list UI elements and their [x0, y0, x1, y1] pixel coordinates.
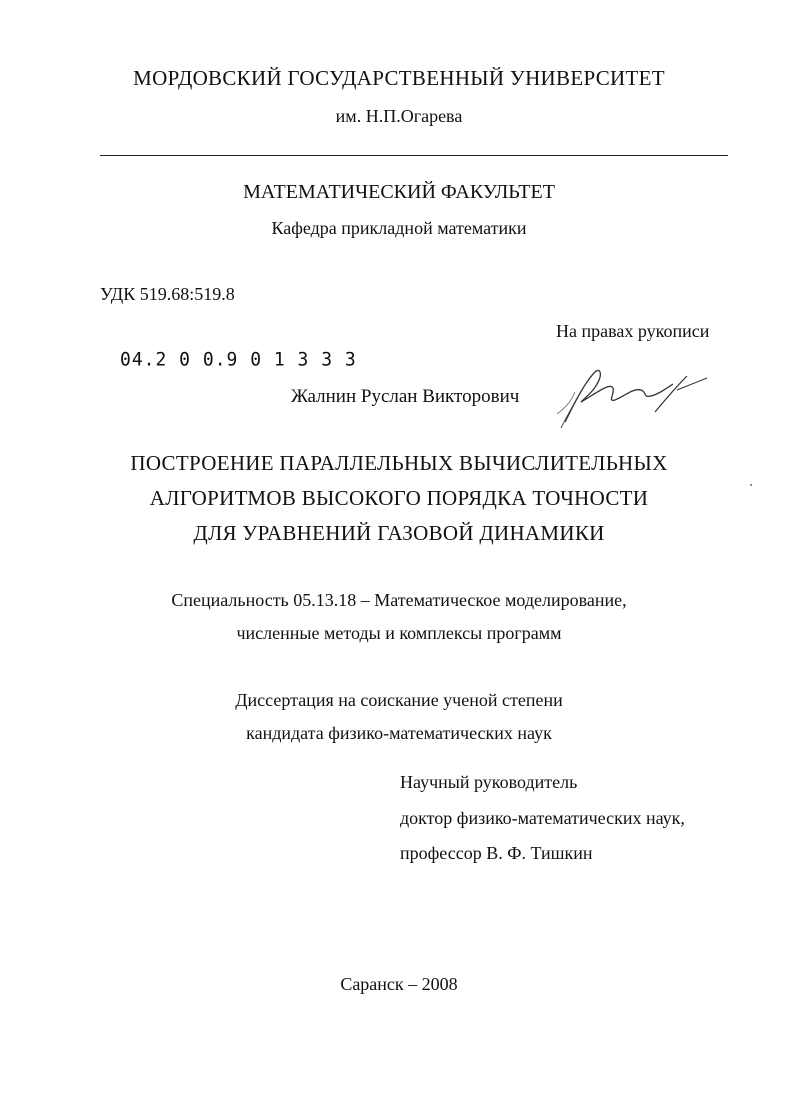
faculty-name: МАТЕМАТИЧЕСКИЙ ФАКУЛЬТЕТ [243, 181, 555, 203]
university-named-after: им. Н.П.Огарева [335, 106, 463, 126]
chair-name: Кафедра прикладной математики [271, 218, 527, 238]
supervisor-degree: доктор физико-математических наук, [400, 808, 685, 828]
dissertation-line-2: кандидата физико-математических наук [246, 723, 552, 743]
registration-number: 04.2 0 0.9 0 1 3 3 3 [120, 348, 357, 371]
thesis-title-line-2: АЛГОРИТМОВ ВЫСОКОГО ПОРЯДКА ТОЧНОСТИ [149, 486, 649, 510]
supervisor-role: Научный руководитель [400, 772, 578, 792]
city-year: Саранск – 2008 [340, 974, 458, 994]
university-name: МОРДОВСКИЙ ГОСУДАРСТВЕННЫЙ УНИВЕРСИТЕТ [133, 66, 665, 90]
thesis-title-line-1: ПОСТРОЕНИЕ ПАРАЛЛЕЛЬНЫХ ВЫЧИСЛИТЕЛЬНЫХ [130, 451, 668, 475]
dissertation-line-1: Диссертация на соискание ученой степени [235, 690, 563, 710]
header-divider [100, 155, 728, 156]
author-signature [555, 362, 715, 432]
scan-speck [750, 484, 752, 486]
specialty-line-1: Специальность 05.13.18 – Математическое моделирование, [171, 590, 627, 610]
author-name: Жалнин Руслан Викторович [291, 386, 520, 407]
thesis-title-line-3: ДЛЯ УРАВНЕНИЙ ГАЗОВОЙ ДИНАМИКИ [193, 521, 605, 545]
specialty-line-2: численные методы и комплексы программ [236, 623, 562, 643]
supervisor-name: профессор В. Ф. Тишкин [400, 843, 593, 863]
udk-code: УДК 519.68:519.8 [100, 284, 235, 304]
manuscript-rights: На правах рукописи [556, 321, 710, 341]
